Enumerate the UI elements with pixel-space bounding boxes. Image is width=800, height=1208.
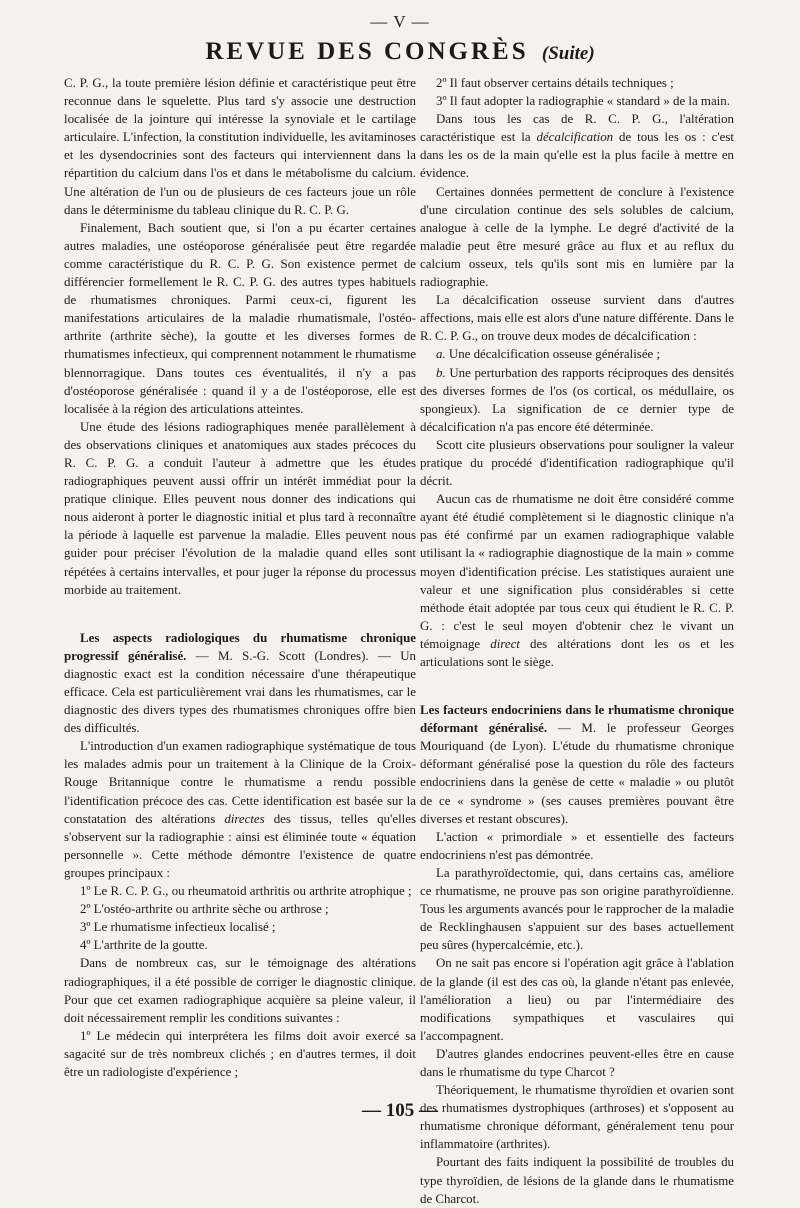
paragraph: Dans de nombreux cas, sur le témoignage des altérations radiographiques, il a été possible de corriger le diagnostic clinique. Pour que cet examen radiographique acquière sa pleine valeur, il doit nécessairement remplir les conditions suivantes : — [64, 956, 416, 1025]
emphasis: décalcification — [536, 130, 614, 145]
paragraph — [420, 490, 734, 671]
paragraph-text: des altérations dont les os et les articulations sont le siège. — [420, 636, 734, 669]
paragraph — [420, 110, 734, 182]
paragraph: Pourtant des faits indiquent la possibilité de troubles du type thyroïdien, de lésions de la glande dans le rhumatisme de Charcot. — [420, 1155, 734, 1206]
paragraph: Scott cite plusieurs observations pour souligner la valeur pratique du procédé d'identification radiographique qu'il décrit. — [420, 437, 734, 489]
paragraph: L'action « primordiale » et essentielle des facteurs endocriniens n'est pas démontrée. — [420, 829, 734, 862]
list-item: 2º L'ostéo-arthrite ou arthrite sèche ou arthrose ; — [80, 902, 329, 917]
paragraph: On ne sait pas encore si l'opération agit grâce à l'ablation de la glande (il est des cas où, la glande n'étant pas enlevée, l'amélioration a lieu) ou par l'intermédiaire des modifications sympathiques et vasculaires qui l'accompagnent. — [420, 956, 734, 1043]
list-marker: b. — [436, 365, 446, 380]
paragraph-text: Un diagnostic exact est la condition nécessaire d'une thérapeutique efficace. Cela est particulièrement vrai dans les rhumatismes, car le diagnostic des divers types des rhumatismes chroniques offre bien des difficultés. — [64, 648, 416, 736]
right-column — [420, 74, 734, 1208]
paragraph: 1º Le médecin qui interprétera les films doit avoir exercé sa sagacité sur de très nombreux clichés ; en d'autres termes, il doit être un radiologiste d'expérience ; — [64, 1028, 416, 1079]
article-author: — M. le professeur Georges Mouriquand (de Lyon). — [420, 721, 734, 754]
paragraph-text: L'introduction d'un examen radiographique systématique de tous les malades admis pour un traitement à la Clinique de la Croix-Rouge Britannique contre le rhumatisme a rendu possible l'identification précoce des cas. Cette identification est basée sur la constatation des altérations — [64, 739, 416, 826]
list-item: 2º Il faut observer certains détails techniques ; — [436, 76, 674, 90]
paragraph-text: de tous les os : c'est dans les os de la main qu'elle est la plus facile à mettre en évidence. — [420, 130, 734, 181]
paragraph-text: des tissus, telles qu'elles s'observent sur la radiographie : ainsi est éliminée toute « équation personnelle ». Cette méthode démontre l'existence de quatre groupes principaux : — [64, 811, 416, 880]
article-scott-intro — [64, 629, 416, 738]
paragraph: Finalement, Bach soutient que, si l'on a pu écarter certaines autres maladies, une ostéoporose généralisée peut être regardée comme caractéristique du R. C. P. G. Son existence permet de différencier formellement le R. C. P. G. des autres types habituels de rhumatismes chroniques. Parmi ceux-ci, figurent les manifestations articulaires de la maladie rhumatismale, l'ostéo-arthrite (arthrite sèche), la goutte et les diverses formes de rhumatismes infectieux, qui comprennent notamment le rhumatisme blennorragique. Dans toutes ces éventualités, il n'y a pas d'ostéoporose généralisée : quand il y a de l'ostéoporose, elle est localisée à la région des articulations atteintes. — [64, 220, 416, 416]
paragraph-text: L'étude du rhumatisme chronique déformant généralisé pose la question du rôle des facteurs endocriniens dans la genèse de cette « maladie » ou plutôt de ce « syndrome » (ses causes premières pouvant être diverses et restant obscures). — [420, 739, 734, 826]
paragraph: C. P. G., la toute première lésion définie et caractéristique peut être reconnue dans le squelette. Plus tard s'y associe une destruction localisée de la jointure qui intéresse la synoviale et le cartilage articulaire. L'infection, la constitution individuelle, les avitaminoses et les dysendocrinies sont des facteurs qui interviennent dans la répartition du calcium dans l'os et dans le métabolisme du calcium. Une altération de l'un ou de plusieurs de ces facteurs joue un rôle dans le déterminisme du tableau clinique du R. C. P. G. — [64, 76, 416, 217]
page-marker: — V — — [370, 12, 430, 31]
page-number: — 105 — — [362, 1100, 438, 1121]
paragraph: La décalcification osseuse survient dans d'autres affections, mais elle est alors d'une nature différente. Dans le R. C. P. G., on trouve deux modes de décalcification : — [420, 293, 734, 344]
paragraph-text: Une décalcification osseuse généralisée ; — [448, 347, 661, 362]
masthead-suffix: (Suite) — [541, 43, 595, 64]
list-item: 4º L'arthrite de la goutte. — [80, 938, 208, 953]
list-marker: a. — [436, 347, 446, 362]
paragraph-text: Aucun cas de rhumatisme ne doit être considéré comme ayant été étudié complètement si le diagnostic clinique n'a pas été confirmé par un examen radiographique valable utilisant la « radiographie diagnostique de la main » comme moyen d'identification précise. Les statistiques auraient une valeur et une signification plus considérables si cette méthode était adoptée par tous ceux qui étudient le R. C. P. G. : c'est le seul moyen d'obtenir chez le vivant un témoignage — [420, 492, 734, 651]
paragraph — [64, 737, 416, 882]
paragraph: D'autres glandes endocrines peuvent-elles être en cause dans le rhumatisme du type Charcot ? — [420, 1046, 734, 1079]
list-item — [420, 345, 734, 363]
journal-masthead — [0, 38, 800, 66]
masthead-title: REVUE DES CONGRÈS — [205, 38, 529, 65]
article-mouriquand-intro — [420, 701, 734, 828]
article-author: — M. S.-G. Scott (Londres). — — [195, 648, 391, 663]
left-column — [64, 74, 416, 1081]
article-heading: Les facteurs endocriniens dans le rhumatisme chronique déformant généralisé. — [420, 703, 734, 736]
list-item: 3º Il faut adopter la radiographie « standard » de la main. — [436, 94, 730, 109]
paragraph: La parathyroïdectomie, qui, dans certains cas, améliore ce rhumatisme, ne prouve pas son origine parathyroïdienne. Tous les arguments avancés pour le rapprocher de la maladie de Recklinghausen s'appuient sur des bases actuellement peu sûres (hypercalcémie, etc.). — [420, 865, 734, 953]
list-item: 3º Le rhumatisme infectieux localisé ; — [80, 920, 276, 935]
emphasis: directes — [224, 811, 265, 826]
emphasis: direct — [490, 636, 520, 651]
paragraph: Théoriquement, le rhumatisme thyroïdien et ovarien sont des rhumatismes dystrophiques (arthroses) et s'opposent au rhumatisme chronique déformant, généralement tenu pour inflammatoire (arthrites). — [420, 1083, 734, 1152]
paragraph-text: Dans tous les cas de R. C. P. G., l'altération caractéristique est la — [420, 112, 734, 145]
article-heading: Les aspects radiologiques du rhumatisme chronique progressif généralisé. — [64, 630, 416, 663]
list-item: 1º Le R. C. P. G., ou rheumatoid arthritis ou arthrite atrophique ; — [80, 884, 412, 899]
paragraph-text: Une perturbation des rapports réciproques des densités des diverses formes de l'os (os cortical, os médullaire, os spongieux). La signification de ce dernier type de décalcification n'a pas encore été déterminée. — [420, 365, 734, 434]
list-item — [420, 364, 734, 436]
paragraph: Certaines données permettent de conclure à l'existence d'une circulation continue des sels solubles de calcium, analogue à celle de la lymphe. Le degré d'activité de la maladie peut être mesuré grâce au flux et au reflux du calcium osseux, tels qu'ils sont mis en lumière par la radiographie. — [420, 184, 734, 290]
paragraph: Une étude des lésions radiographiques menée parallèlement à des observations cliniques et anatomiques aux stades précoces du R. C. P. G. a conduit l'auteur à admettre que les études radiographiques peuvent aussi offrir un intérêt immédiat pour la pratique clinique. Elles peuvent nous donner des indications qui nous aideront à porter le diagnostic initial et plus tard à reconnaître la période à laquelle est parvenue la maladie. Elles peuvent nous guider pour préciser l'évolution de la maladie quand elles sont répétées à certains intervalles, et pour juger la réponse du processus morbide au traitement. — [64, 419, 416, 597]
